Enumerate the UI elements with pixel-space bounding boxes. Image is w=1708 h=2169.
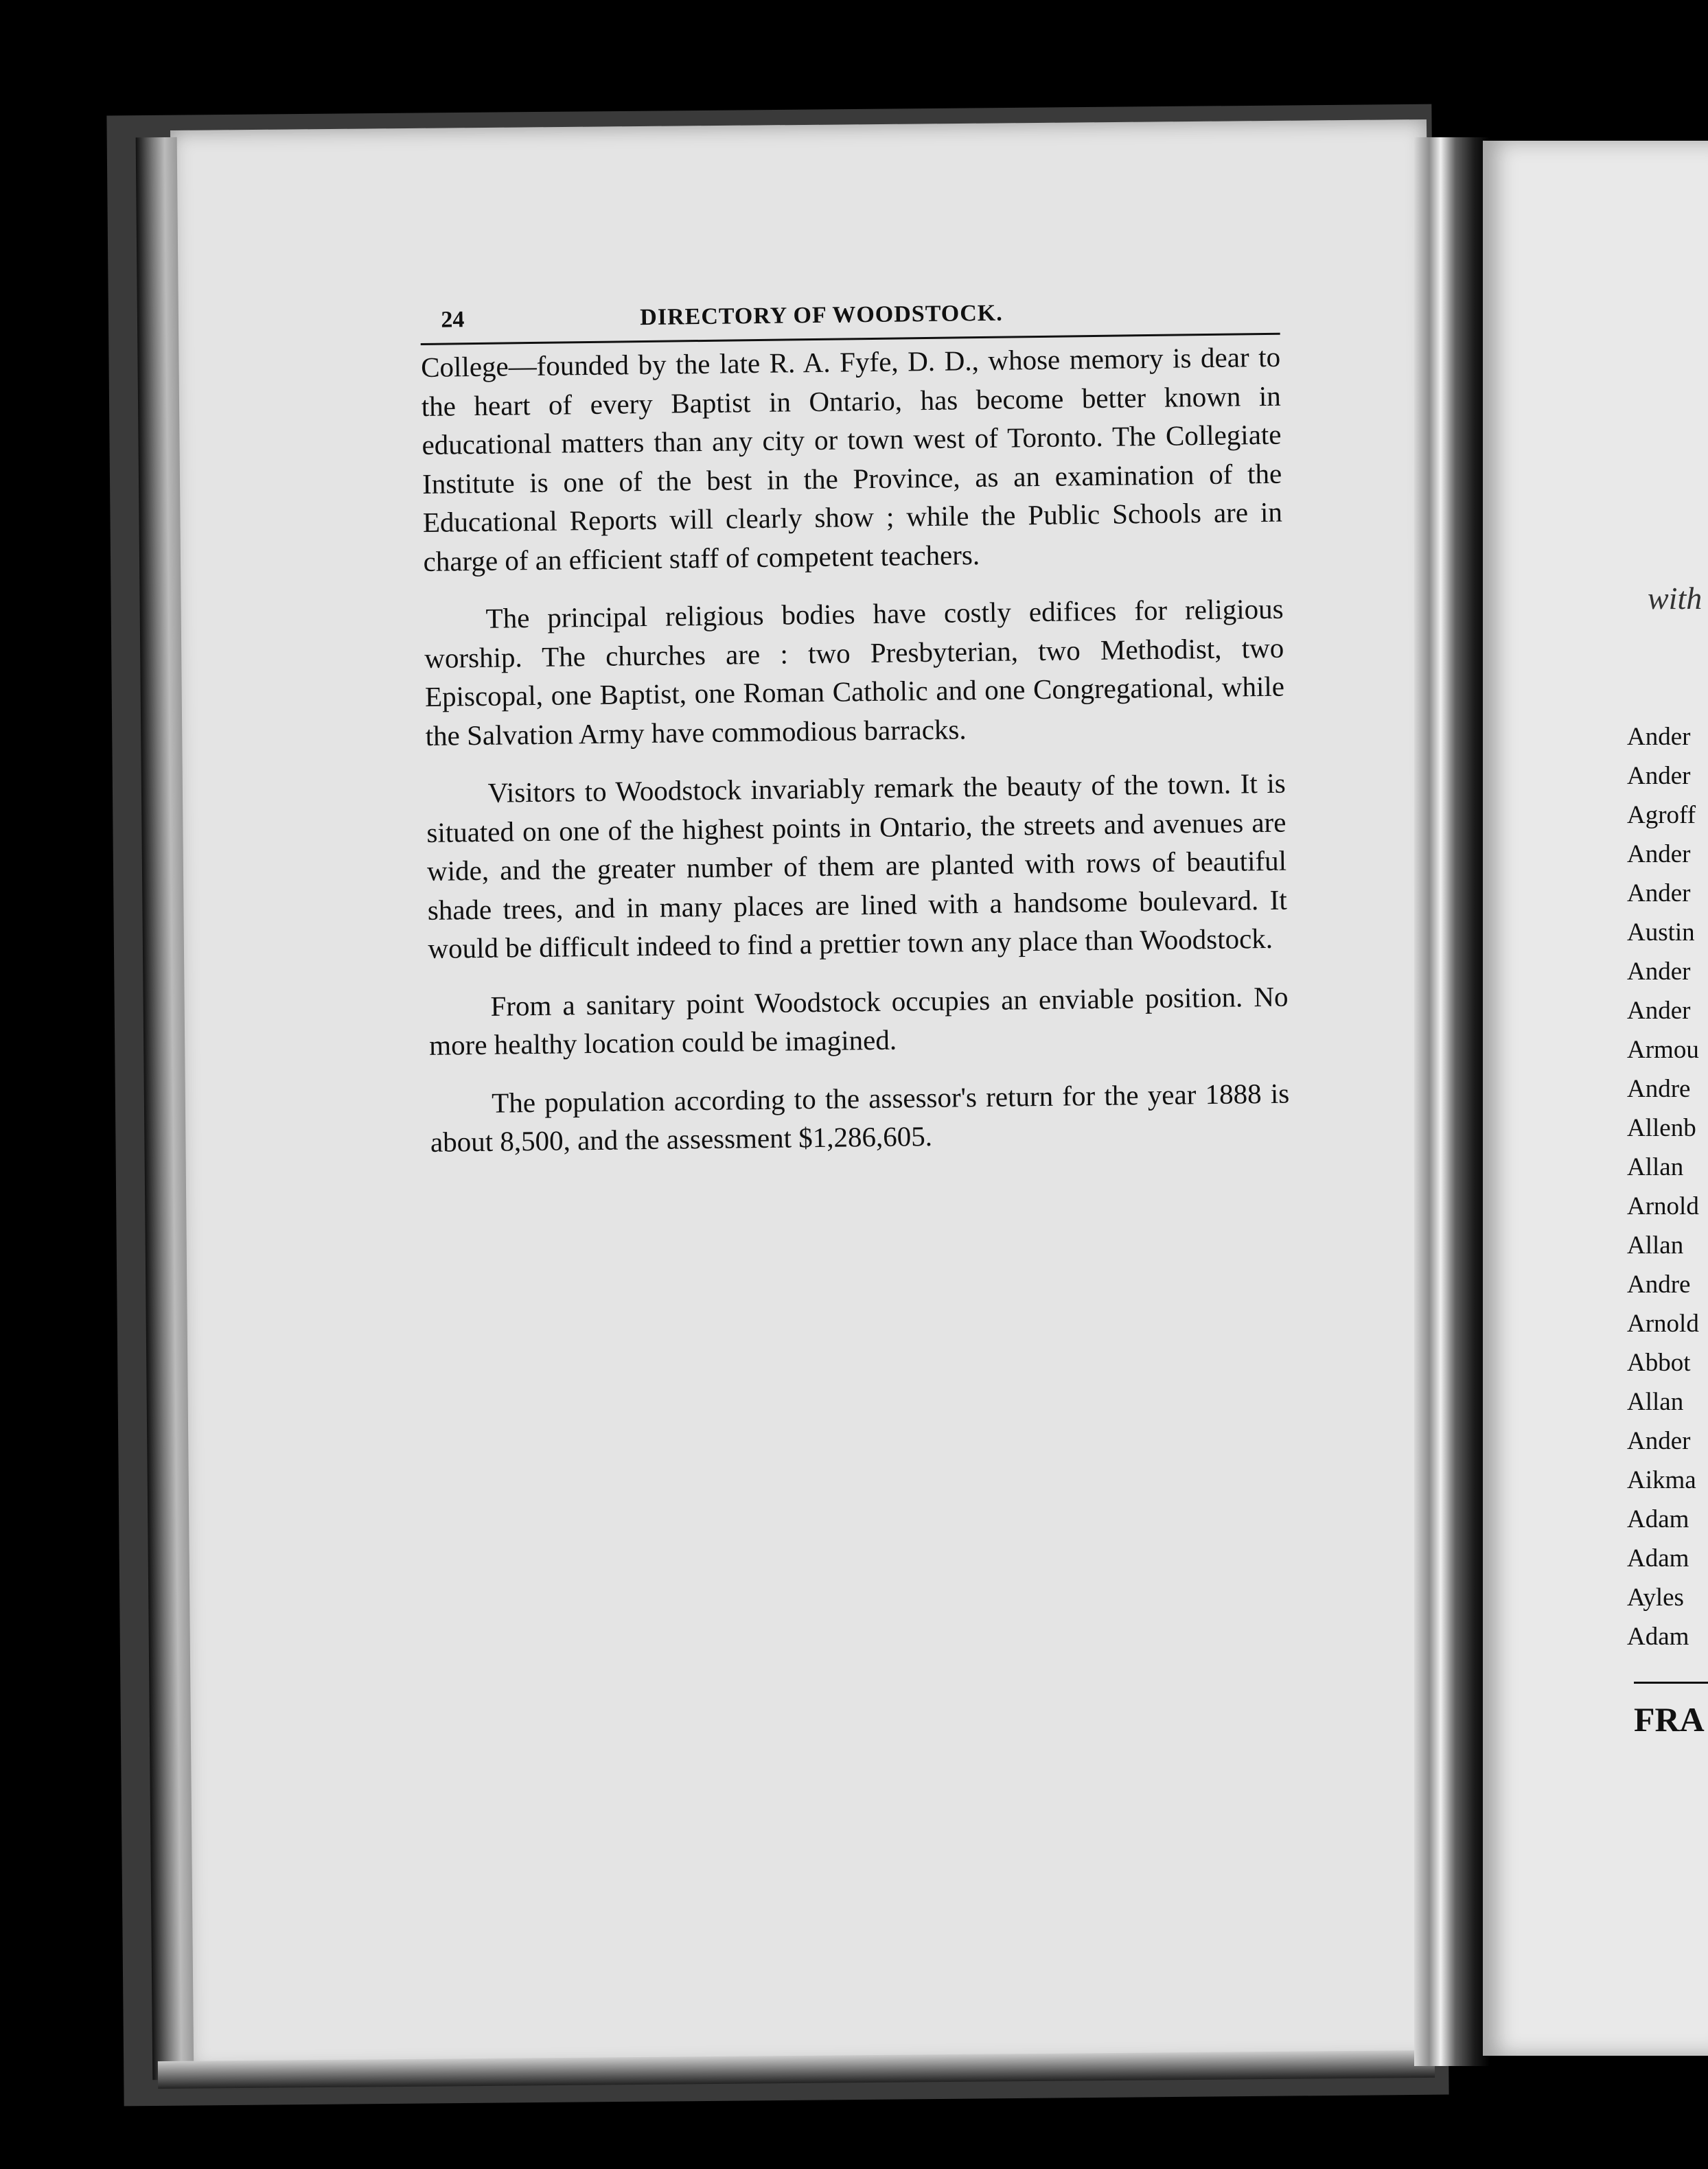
name-fragment: Allan — [1627, 1388, 1684, 1416]
name-fragment: Arnold — [1627, 1310, 1699, 1338]
name-fragment: Ander — [1627, 762, 1691, 790]
name-fragment: Arnold — [1627, 1192, 1699, 1220]
right-page-name-list — [1627, 717, 1708, 1656]
name-fragment: Adam — [1627, 1505, 1689, 1533]
name-fragment: Ayles — [1627, 1584, 1684, 1612]
page-number: 24 — [441, 307, 465, 333]
name-fragment: Aikma — [1627, 1466, 1696, 1494]
name-fragment: Ander — [1627, 958, 1691, 986]
name-fragment: Ander — [1627, 879, 1691, 907]
name-fragment: Andre — [1627, 1271, 1691, 1299]
left-page-text — [420, 292, 1291, 1181]
name-fragment: Ander — [1627, 723, 1691, 751]
right-page-heading-fragment: FRA — [1634, 1700, 1705, 1739]
name-fragment: Allan — [1627, 1153, 1684, 1181]
name-fragment: Allan — [1627, 1231, 1684, 1260]
book-gutter — [1414, 137, 1490, 2066]
name-fragment: Ander — [1627, 1427, 1691, 1455]
paragraph-population: The population according to the assessor's return for the year 1888 is about 8,500, and the assessment $1,286,605. — [430, 1077, 1290, 1158]
right-page-italic-fragment: with — [1648, 581, 1703, 616]
paragraph-visitors: Visitors to Woodstock invariably remark the beauty of the town. It is situated on one of the highest points in Ontario, the streets and avenues are wide, and the greater number of them are planted with rows of beautiful shade trees, and in many places are lined with a handsome boulevard. It would be difficult indeed to find a prettier town any place than Woodstock. — [426, 767, 1288, 964]
name-fragment: Austin — [1627, 918, 1695, 947]
name-fragment: Adam — [1627, 1544, 1689, 1573]
name-fragment: Agroff — [1627, 801, 1696, 829]
paragraph-sanitary: From a sanitary point Woodstock occupies an enviable position. No more healthy location could be imagined. — [428, 980, 1289, 1061]
header-title: DIRECTORY OF WOODSTOCK. — [640, 300, 1003, 331]
paragraph-churches: The principal religious bodies have costly edifices for religious worship. The churches are : two Presbyterian, two Methodist, two Episcopal, one Baptist, one Roman Catholic and one Congregational, while the Salvation Army have commodious barracks. — [424, 592, 1285, 752]
name-fragment: Allenb — [1627, 1114, 1696, 1142]
paragraph-education: College—founded by the late R. A. Fyfe, D. D., whose memory is dear to the heart of every Baptist in Ontario, has become better known in educational matters than any city or town west of Toronto. The Collegiate Institute is one of the best in the Province, as an examination of the Educational Reports will clearly show ; while the Public Schools are in charge of an efficient staff of competent teachers. — [420, 340, 1283, 577]
name-fragment: Abbot — [1627, 1349, 1691, 1377]
name-fragment: Adam — [1627, 1623, 1689, 1651]
right-page-rule — [1634, 1682, 1708, 1684]
name-fragment: Andre — [1627, 1075, 1691, 1103]
name-fragment: Ander — [1627, 840, 1691, 868]
name-fragment: Ander — [1627, 997, 1691, 1025]
name-fragment: Armou — [1627, 1036, 1699, 1064]
